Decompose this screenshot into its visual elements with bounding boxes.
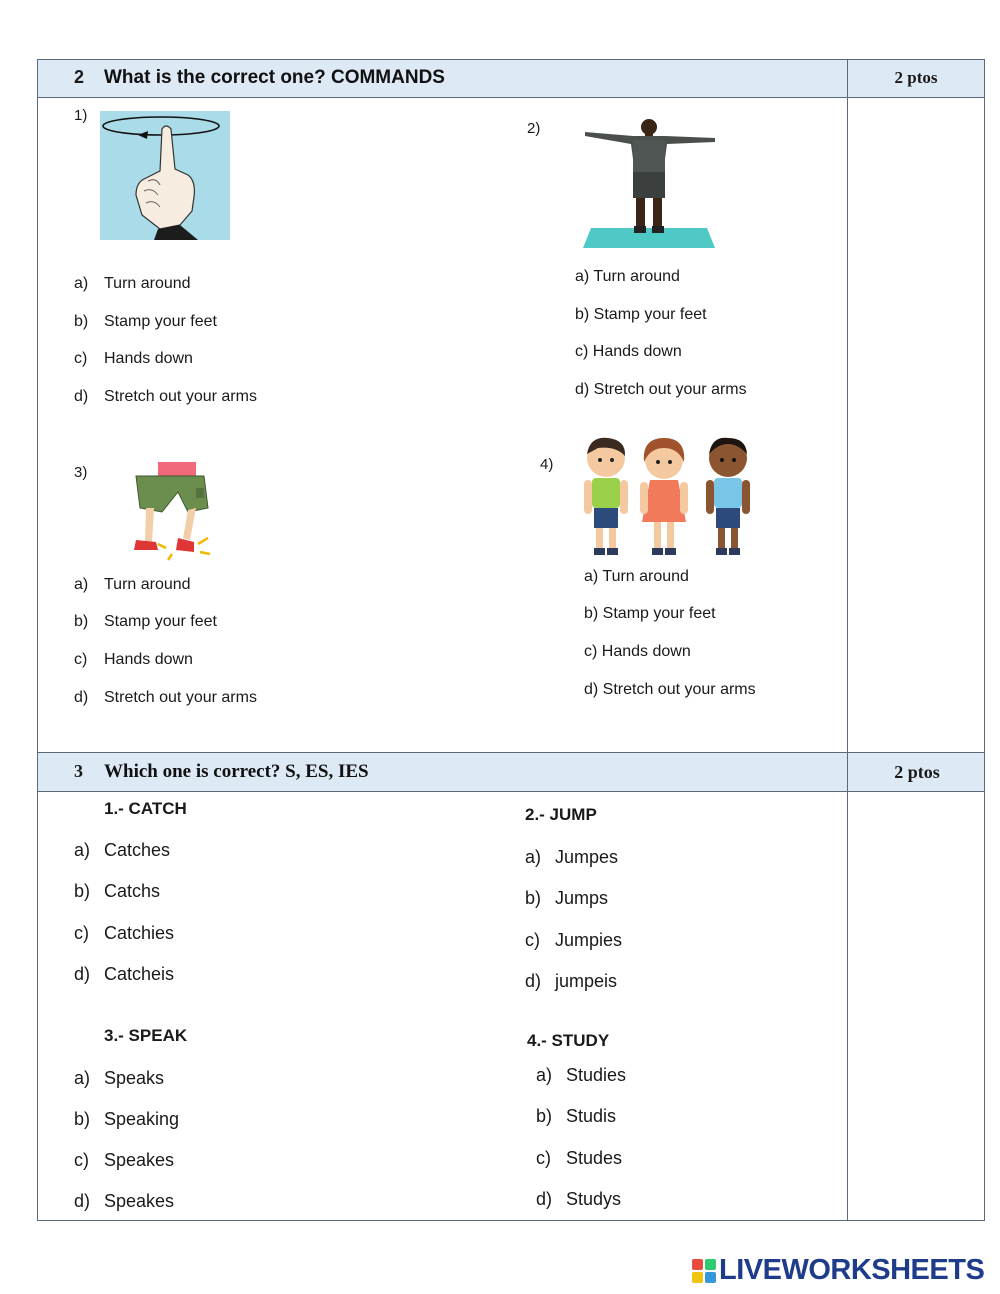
study-option-b[interactable]: b) Studis bbox=[536, 1106, 617, 1126]
question-3-number: 3) bbox=[74, 464, 88, 481]
q3-option-b[interactable]: b) Stamp your feet bbox=[74, 613, 217, 630]
q3-option-a[interactable]: a) Turn around bbox=[74, 576, 191, 593]
stamp-feet-legs-image bbox=[128, 462, 216, 562]
q4-option-a[interactable]: a) Turn around bbox=[584, 568, 689, 585]
section3-header-top bbox=[37, 752, 985, 753]
catch-option-b[interactable]: b) Catchs bbox=[74, 881, 161, 901]
section3-title: Which one is correct? S, ES, IES bbox=[104, 761, 369, 782]
points-column-divider bbox=[847, 59, 848, 1221]
table-border-top bbox=[37, 59, 985, 60]
table-border-left bbox=[37, 59, 38, 1221]
q1-option-d[interactable]: d) Stretch out your arms bbox=[74, 388, 257, 405]
section2-header-bottom bbox=[37, 97, 985, 98]
logo-block-e bbox=[705, 1272, 716, 1283]
word-catch: 1.- CATCH bbox=[104, 799, 187, 818]
question-1-number: 1) bbox=[74, 107, 88, 124]
catch-option-c[interactable]: c) Catchies bbox=[74, 923, 175, 943]
section3-points: 2 ptos bbox=[894, 762, 940, 782]
word-speak: 3.- SPEAK bbox=[104, 1026, 188, 1045]
table-border-right bbox=[984, 59, 985, 1221]
study-option-a[interactable]: a) Studies bbox=[536, 1065, 627, 1085]
study-option-d[interactable]: d) Studys bbox=[536, 1189, 622, 1209]
q1-option-c[interactable]: c) Hands down bbox=[74, 350, 193, 367]
question-2-number: 2) bbox=[527, 120, 541, 137]
catch-option-d[interactable]: d) Catcheis bbox=[74, 964, 175, 984]
q3-option-d[interactable]: d) Stretch out your arms bbox=[74, 689, 257, 706]
speak-option-b[interactable]: b) Speaking bbox=[74, 1109, 180, 1129]
jump-option-d[interactable]: d) jumpeis bbox=[525, 971, 618, 991]
jump-option-c[interactable]: c) Jumpies bbox=[525, 930, 623, 950]
q2-option-d[interactable]: d) Stretch out your arms bbox=[575, 381, 747, 398]
logo-text: LIVEWORKSHEETS bbox=[719, 1254, 985, 1286]
q4-option-b[interactable]: b) Stamp your feet bbox=[584, 605, 716, 622]
logo-block-l bbox=[692, 1259, 703, 1270]
word-jump: 2.- JUMP bbox=[525, 805, 597, 824]
q1-option-a[interactable]: a) Turn around bbox=[74, 275, 191, 292]
jump-option-b[interactable]: b) Jumps bbox=[525, 888, 609, 908]
word-study: 4.- STUDY bbox=[527, 1031, 610, 1050]
logo-block-i bbox=[705, 1259, 716, 1270]
section3-header-bottom bbox=[37, 791, 985, 792]
speak-option-c[interactable]: c) Speakes bbox=[74, 1150, 175, 1170]
q2-option-c[interactable]: c) Hands down bbox=[575, 343, 682, 360]
table-border-bottom bbox=[37, 1220, 985, 1221]
q4-option-d[interactable]: d) Stretch out your arms bbox=[584, 681, 756, 698]
study-option-c[interactable]: c) Studes bbox=[536, 1148, 623, 1168]
catch-option-a[interactable]: a) Catches bbox=[74, 840, 171, 860]
question-4-number: 4) bbox=[540, 456, 554, 473]
q1-option-b[interactable]: b) Stamp your feet bbox=[74, 313, 217, 330]
stretch-arms-man-image bbox=[583, 114, 717, 249]
logo-blocks-icon bbox=[692, 1259, 716, 1283]
q4-option-c[interactable]: c) Hands down bbox=[584, 643, 691, 660]
section2-title: What is the correct one? COMMANDS bbox=[104, 67, 445, 88]
jump-option-a[interactable]: a) Jumpes bbox=[525, 847, 619, 867]
speak-option-a[interactable]: a) Speaks bbox=[74, 1068, 165, 1088]
q2-option-a[interactable]: a) Turn around bbox=[575, 268, 680, 285]
q3-option-c[interactable]: c) Hands down bbox=[74, 651, 193, 668]
logo-block-v bbox=[692, 1272, 703, 1283]
turn-around-finger-image bbox=[100, 111, 230, 240]
section2-points: 2 ptos bbox=[894, 68, 938, 87]
q2-option-b[interactable]: b) Stamp your feet bbox=[575, 306, 707, 323]
speak-option-d[interactable]: d) Speakes bbox=[74, 1191, 175, 1211]
section3-number: 3 bbox=[74, 761, 83, 781]
liveworksheets-logo[interactable] bbox=[692, 1254, 984, 1287]
section2-number: 2 bbox=[74, 67, 85, 87]
children-hands-down-image bbox=[578, 436, 758, 559]
